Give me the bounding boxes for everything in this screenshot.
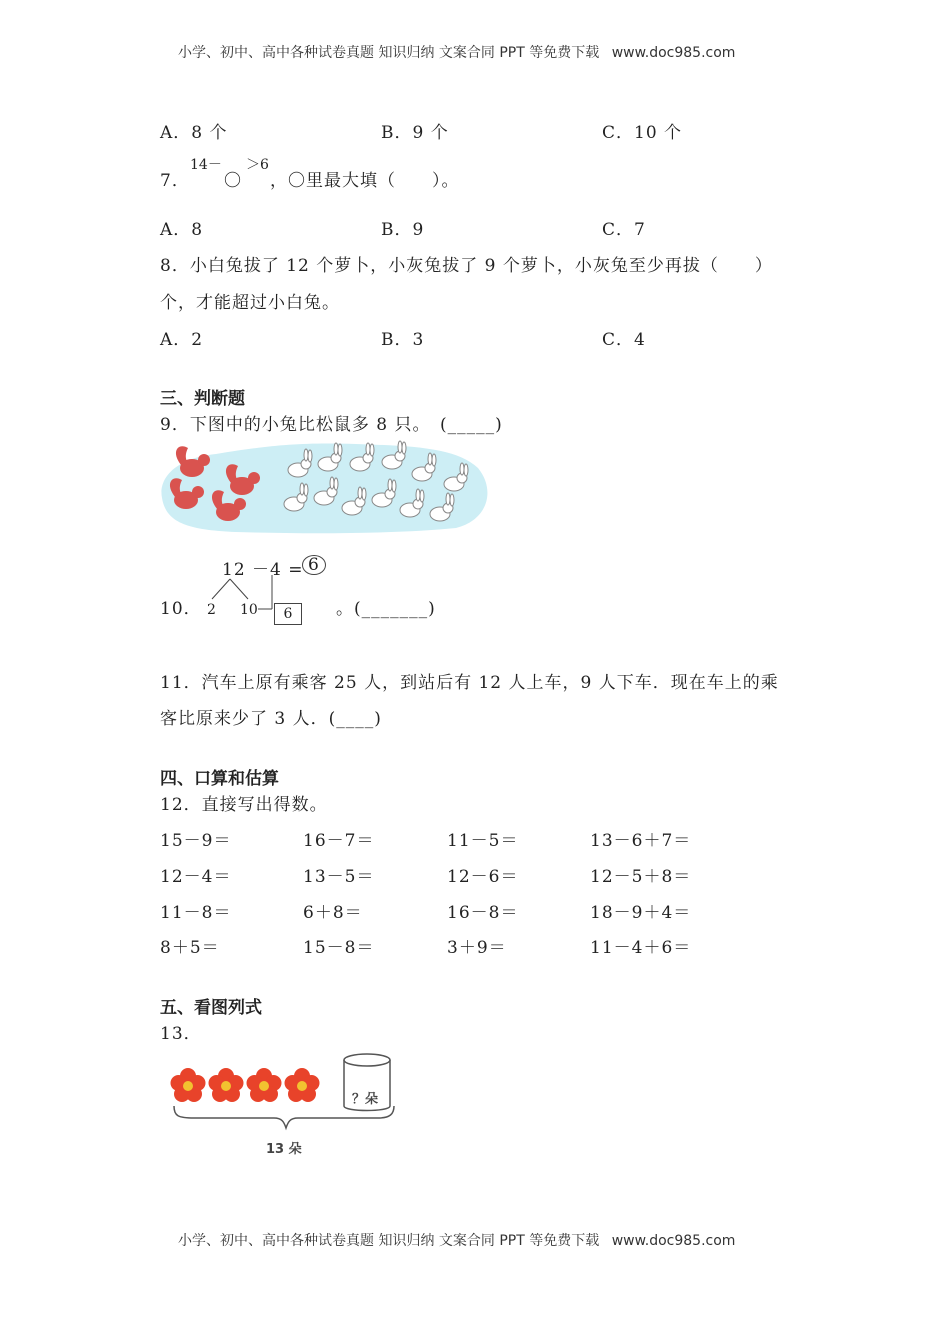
section5-title: 五、看图列式 [160,998,262,1018]
header-text: 小学、初中、高中各种试卷真题 知识归纳 文案合同 PPT 等免费下载 [178,45,600,61]
q7-number: 7． [160,171,190,191]
footer-text: 小学、初中、高中各种试卷真题 知识归纳 文案合同 PPT 等免费下载 [178,1233,600,1249]
q7-text: ，〇里最大填（ ）。 [270,171,460,191]
q7-option-b: B．9 [381,220,425,240]
q7-option-a: A．8 [160,220,204,240]
calc-item: 6＋8＝ [303,903,363,923]
calc-item: 11－5＝ [447,831,519,851]
calc-item: 13－6＋7＝ [590,831,692,851]
q7-expr-top: 14－ [190,157,222,173]
q8-line2: 个，才能超过小白兔。 [160,293,340,313]
q6-option-b: B．9 个 [381,123,449,143]
calc-item: 12－4＝ [160,867,232,887]
q10-equation: 12 －4 = [222,560,304,580]
calc-item: 12－5＋8＝ [590,867,692,887]
calc-item: 15－9＝ [160,831,232,851]
calc-item: 15－8＝ [303,938,375,958]
q10-number: 10． [160,599,202,619]
q10-tail: 。(_______) [336,599,436,619]
page-header [178,42,735,62]
q8-option-a: A．2 [160,330,204,350]
flower-icons [171,1068,320,1102]
calc-item: 16－8＝ [447,903,519,923]
q11-line1: 11．汽车上原有乘客 25 人，到站后有 12 人上车，9 人下车．现在车上的乘 [160,673,779,693]
section3-title: 三、判断题 [160,389,245,409]
q9-text: 9．下图中的小兔比松鼠多 8 只。 (_____) [160,415,503,435]
header-url[interactable]: www.doc985.com [611,45,736,61]
squirrels-rabbits-image [156,438,492,534]
q6-option-c: C．10 个 [602,123,683,143]
q10-split-right: 10 [240,602,258,618]
calc-item: 11－8＝ [160,903,232,923]
total-label: 13 朵 [266,1142,302,1157]
calc-item: 16－7＝ [303,831,375,851]
cup-label: ？朵 [352,1092,379,1107]
footer-url[interactable]: www.doc985.com [611,1233,736,1249]
q11-line2: 客比原来少了 3 人．(____) [160,709,382,729]
q6-option-a: A．8 个 [160,123,228,143]
calc-item: 12－6＝ [447,867,519,887]
q10-branch-lines [200,575,300,611]
q10-box: 6 [274,603,302,625]
q7-circle: 〇 [224,171,242,191]
q10-split-left: 2 [207,602,216,618]
calc-item: 11－4＋6＝ [590,938,692,958]
q8-line1: 8．小白兔拔了 12 个萝卜，小灰兔拔了 9 个萝卜，小灰兔至少再拔（ ） [160,256,773,276]
q12-text: 12．直接写出得数。 [160,795,328,815]
q8-option-b: B．3 [381,330,425,350]
calc-item: 18－9＋4＝ [590,903,692,923]
page-footer [178,1230,735,1250]
q10-result: 6 [302,555,326,575]
q7-option-c: C．7 [602,220,646,240]
calc-item: 8＋5＝ [160,938,220,958]
section4-title: 四、口算和估算 [160,769,279,789]
q13-number: 13． [160,1024,202,1044]
calc-item: 13－5＝ [303,867,375,887]
q7-expr-gt: ＞6 [246,157,269,173]
q8-option-c: C．4 [602,330,646,350]
calc-item: 3＋9＝ [447,938,507,958]
